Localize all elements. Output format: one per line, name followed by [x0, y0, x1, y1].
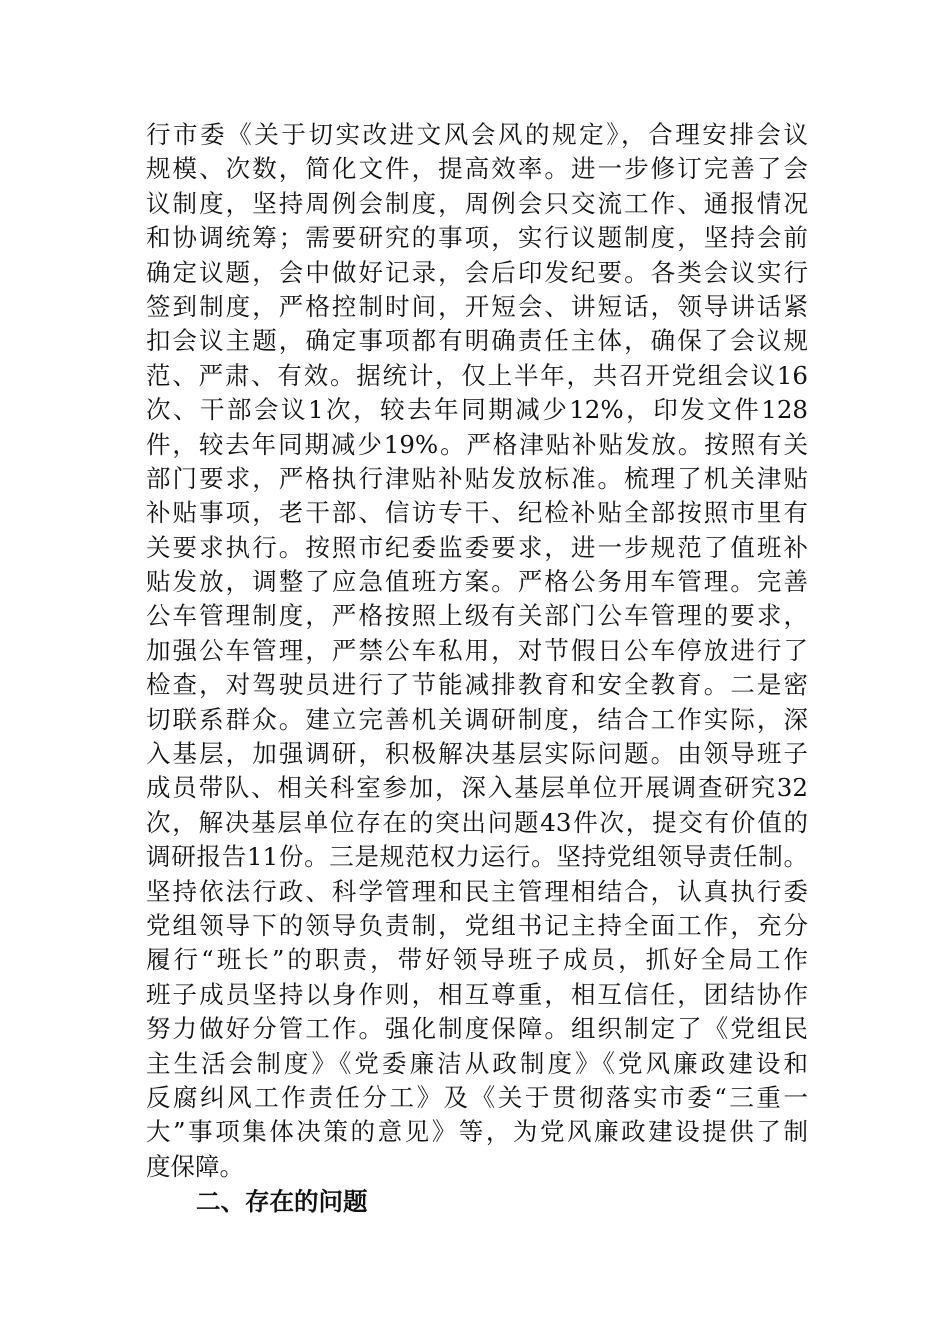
- text-line: 度保障。: [146, 1151, 244, 1181]
- text-line: 公车管理制度，严格按照上级有关部门公车管理的要求，: [146, 601, 808, 631]
- text-line: 检查，对驾驶员进行了节能减排教育和安全教育。二是密: [146, 670, 808, 700]
- text-line: 履行“班长”的职责，带好领导班子成员，抓好全局工作: [146, 945, 808, 975]
- text-line: 努力做好分管工作。强化制度保障。组织制定了《党组民: [146, 1014, 808, 1044]
- text-line: 规模、次数，简化文件，提高效率。进一步修订完善了会: [146, 154, 808, 184]
- text-line: 反腐纠风工作责任分工》及《关于贯彻落实市委“三重一: [146, 1082, 808, 1112]
- text-line: 加强公车管理，严禁公车私用，对节假日公车停放进行了: [146, 635, 808, 665]
- text-line: 次，解决基层单位存在的突出问题43件次，提交有价值的: [146, 807, 808, 837]
- text-line: 扣会议主题，确定事项都有明确责任主体，确保了会议规: [146, 326, 808, 356]
- text-line: 件，较去年同期减少19%。严格津贴补贴发放。按照有关: [146, 429, 808, 459]
- text-line: 补贴事项，老干部、信访专干、纪检补贴全部按照市里有: [146, 498, 808, 528]
- text-line: 贴发放，调整了应急值班方案。严格公务用车管理。完善: [146, 567, 808, 597]
- text-line: 成员带队、相关科室参加，深入基层单位开展调查研究32: [146, 773, 808, 803]
- section-heading: 二、存在的问题: [196, 1187, 368, 1217]
- text-line: 签到制度，严格控制时间，开短会、讲短话，领导讲话紧: [146, 291, 808, 321]
- text-line: 切联系群众。建立完善机关调研制度，结合工作实际，深: [146, 704, 808, 734]
- document-page: [146, 118, 808, 1220]
- text-line: 坚持依法行政、科学管理和民主管理相结合，认真执行委: [146, 876, 808, 906]
- text-line: 确定议题，会中做好记录，会后印发纪要。各类会议实行: [146, 257, 808, 287]
- text-line: 调研报告11份。三是规范权力运行。坚持党组领导责任制。: [146, 842, 808, 872]
- text-line: 次、干部会议1次，较去年同期减少12%，印发文件128: [146, 395, 808, 425]
- text-line: 议制度，坚持周例会制度，周例会只交流工作、通报情况: [146, 188, 808, 218]
- text-line: 和协调统筹；需要研究的事项，实行议题制度，坚持会前: [146, 223, 808, 253]
- text-line: 班子成员坚持以身作则，相互尊重，相互信任，团结协作: [146, 979, 808, 1009]
- body-paragraph: [146, 118, 808, 1184]
- text-line: 入基层，加强调研，积极解决基层实际问题。由领导班子: [146, 739, 808, 769]
- text-line: 主生活会制度》《党委廉洁从政制度》《党风廉政建设和: [146, 1048, 808, 1078]
- text-line: 部门要求，严格执行津贴补贴发放标准。梳理了机关津贴: [146, 463, 808, 493]
- text-line: 关要求执行。按照市纪委监委要求，进一步规范了值班补: [146, 532, 808, 562]
- text-line: 范、严肃、有效。据统计，仅上半年，共召开党组会议16: [146, 360, 808, 390]
- text-line: 行市委《关于切实改进文风会风的规定》，合理安排会议: [146, 120, 808, 149]
- text-line: 大”事项集体决策的意见》等，为党风廉政建设提供了制: [146, 1117, 808, 1147]
- text-line: 党组领导下的领导负责制，党组书记主持全面工作，充分: [146, 910, 808, 940]
